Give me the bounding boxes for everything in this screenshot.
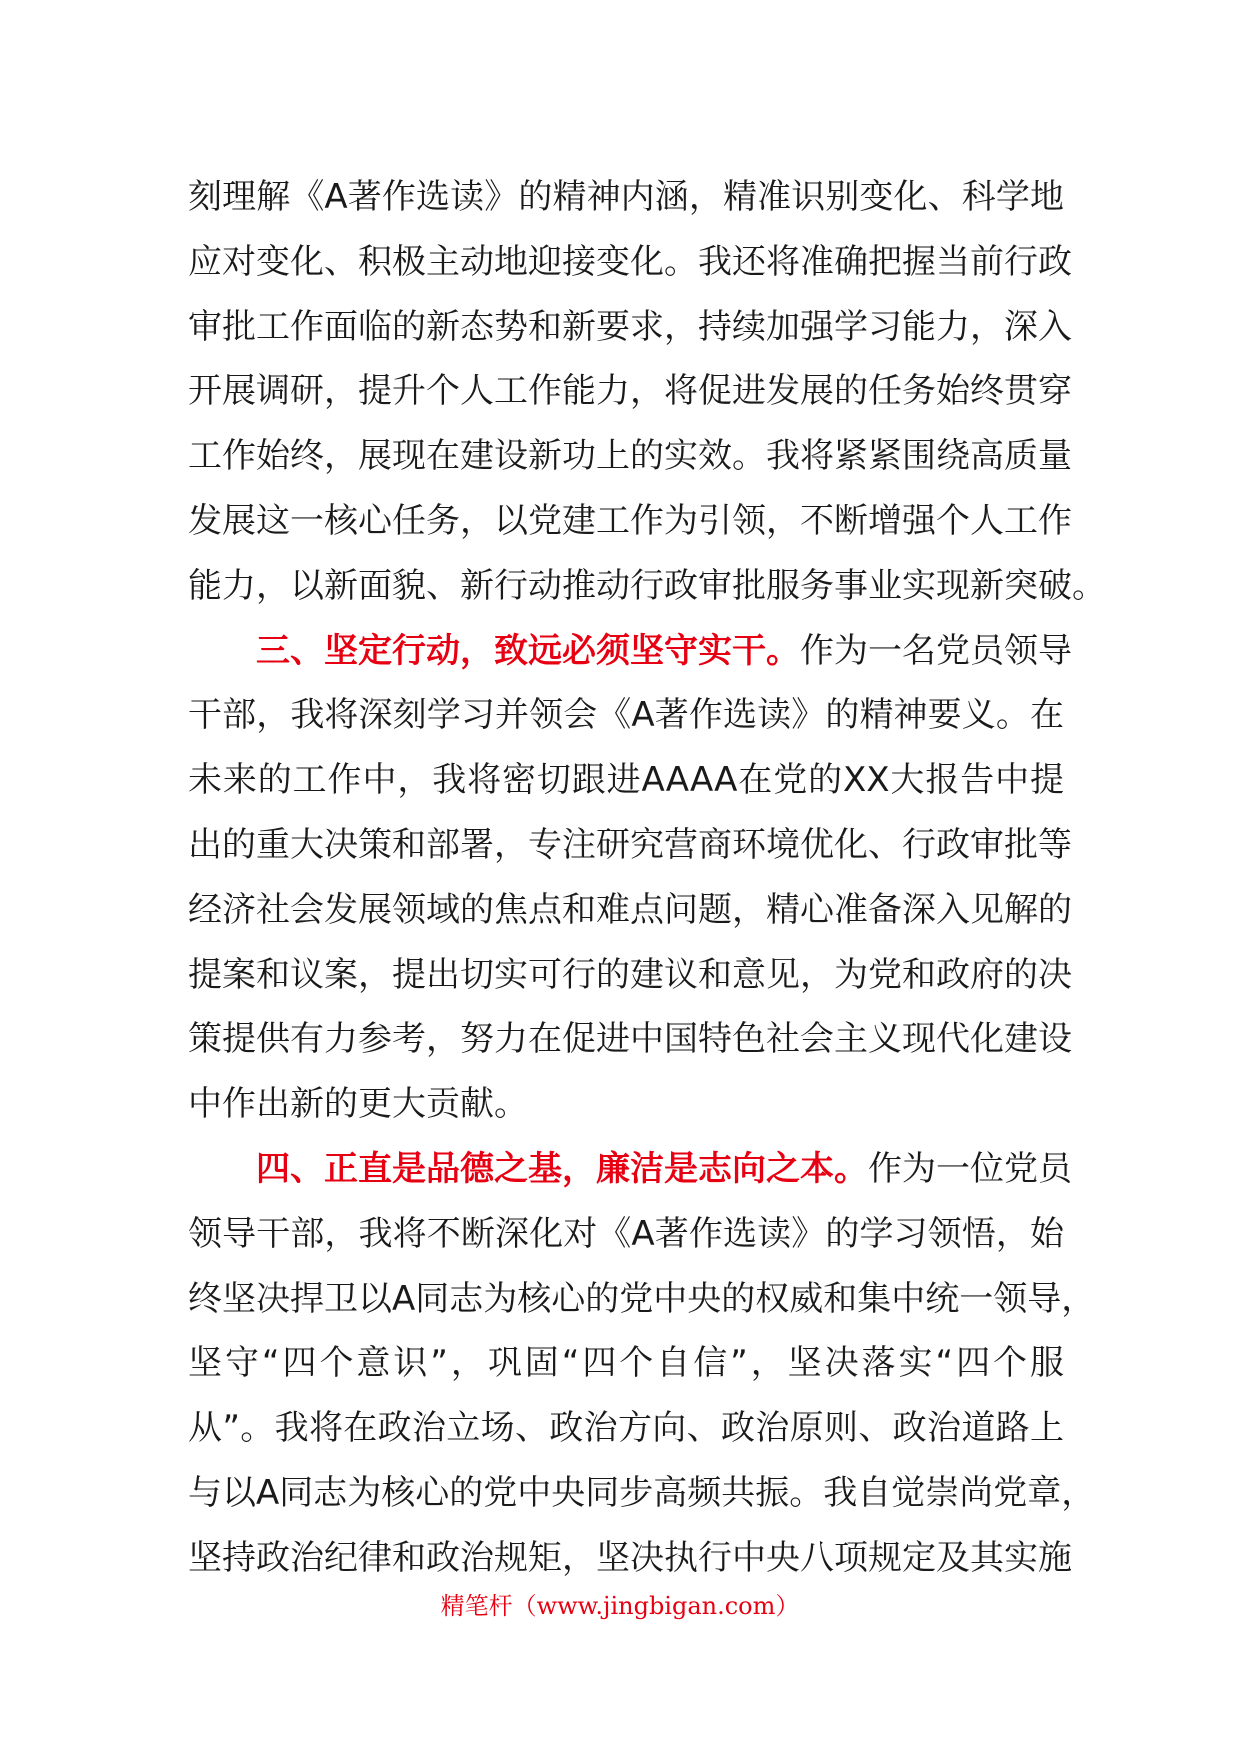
text-line: 未来的工作中，我将密切跟进AAAA在党的XX大报告中提 bbox=[188, 760, 1064, 801]
text-line-first bbox=[188, 619, 1072, 684]
section-heading: 三、坚定行动，致远必须坚守实干。 bbox=[256, 630, 800, 671]
text-line: 提案和议案，提出切实可行的建议和意见，为党和政府的决 bbox=[188, 954, 1072, 995]
heading-rest: 作为一名党员领导 bbox=[800, 630, 1072, 671]
text-line: 经济社会发展领域的焦点和难点问题，精心准备深入见解的 bbox=[188, 889, 1072, 930]
text-line: 工作始终，展现在建设新功上的实效。我将紧紧围绕高质量 bbox=[188, 436, 1072, 477]
text-line: 审批工作面临的新态势和新要求，持续加强学习能力，深入 bbox=[188, 306, 1072, 347]
text-line: 能力，以新面貌、新行动推动行政审批服务事业实现新突破。 bbox=[188, 565, 1106, 606]
text-line: 干部，我将深刻学习并领会《A著作选读》的精神要义。在 bbox=[188, 695, 1064, 736]
text-line: 中作出新的更大贡献。 bbox=[188, 1084, 528, 1125]
text-line: 坚持政治纪律和政治规矩，坚决执行中央八项规定及其实施 bbox=[188, 1537, 1072, 1578]
text-line: 与以A同志为核心的党中央同步高频共振。我自觉崇尚党章， bbox=[188, 1472, 1096, 1513]
paragraph-section-four bbox=[188, 1137, 1096, 1591]
section-heading: 四、正直是品德之基，廉洁是志向之本。 bbox=[256, 1148, 868, 1189]
footer-watermark: 精笔杆（www.jingbigan.com） bbox=[440, 1592, 800, 1620]
text-line: 出的重大决策和部署，专注研究营商环境优化、行政审批等 bbox=[188, 824, 1072, 865]
paragraph-continuation bbox=[188, 165, 1106, 619]
text-line: 终坚决捍卫以A同志为核心的党中央的权威和集中统一领导， bbox=[188, 1278, 1096, 1319]
text-line: 策提供有力参考，努力在促进中国特色社会主义现代化建设 bbox=[188, 1019, 1072, 1060]
text-line: 开展调研，提升个人工作能力，将促进发展的任务始终贯穿 bbox=[188, 371, 1072, 412]
text-line: 坚守“四个意识”，巩固“四个自信”，坚决落实“四个服 bbox=[188, 1343, 1064, 1384]
paragraph-section-three bbox=[188, 619, 1072, 1137]
text-line-first bbox=[188, 1137, 1072, 1202]
text-line: 刻理解《A著作选读》的精神内涵，精准识别变化、科学地 bbox=[188, 177, 1064, 217]
text-line: 从”。我将在政治立场、政治方向、政治原则、政治道路上 bbox=[188, 1408, 1064, 1449]
text-line: 发展这一核心任务，以党建工作为引领，不断增强个人工作 bbox=[188, 500, 1072, 541]
body-text bbox=[188, 165, 1106, 1591]
text-line: 应对变化、积极主动地迎接变化。我还将准确把握当前行政 bbox=[188, 241, 1072, 282]
text-line: 领导干部，我将不断深化对《A著作选读》的学习领悟，始 bbox=[188, 1213, 1064, 1254]
heading-rest: 作为一位党员 bbox=[868, 1148, 1072, 1189]
